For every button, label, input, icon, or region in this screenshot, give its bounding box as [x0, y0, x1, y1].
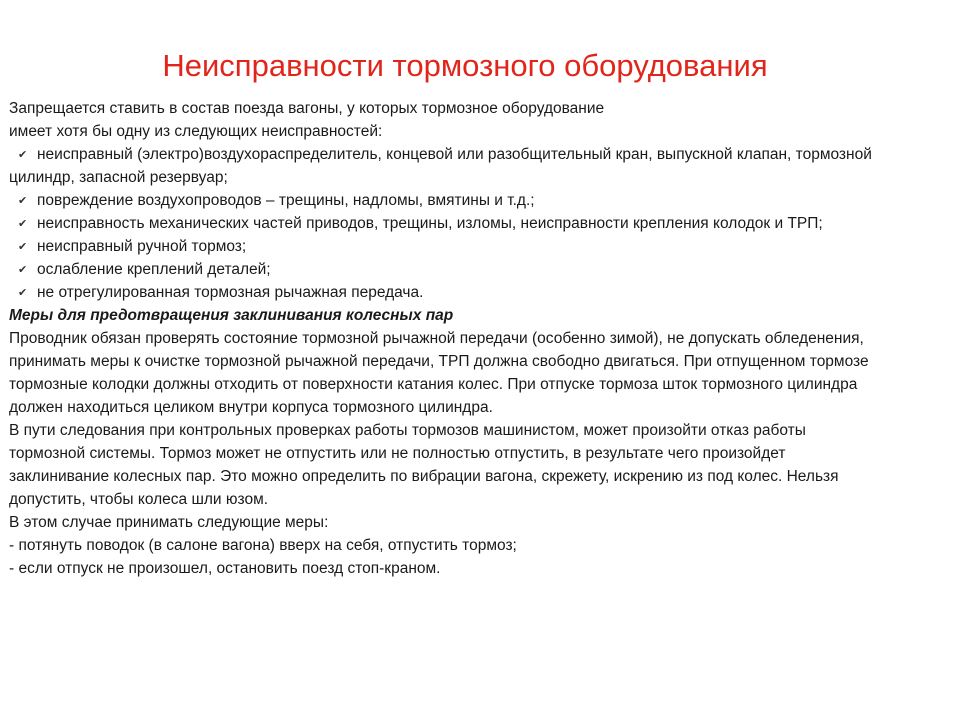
- measures-paragraph: [9, 327, 960, 580]
- fault-item: [9, 235, 960, 258]
- intro-line: Запрещается ставить в состав поезда вагоны, у которых тормозное оборудование: [9, 100, 605, 117]
- slide-title: Неисправности тормозного оборудования: [162, 48, 768, 83]
- fault-item-text: неисправный (электро)воздухораспределитель, концевой или разобщительный кран, выпускной клапан, тормозной: [37, 146, 872, 163]
- paragraph-line: - потянуть поводок (в салоне вагона) вверх на себя, отпустить тормоз;: [9, 537, 517, 554]
- checkmark-icon: ✔: [18, 241, 28, 253]
- paragraph-line: Проводник обязан проверять состояние тормозной рычажной передачи (особенно зимой), не допускать обледенения,: [9, 330, 864, 347]
- slide-content: [9, 97, 960, 580]
- checkmark-icon: ✔: [18, 149, 28, 161]
- section-subheading: Меры для предотвращения заклинивания колесных пар: [9, 307, 454, 324]
- paragraph-line: допустить, чтобы колеса шли юзом.: [9, 491, 269, 508]
- fault-item-text: ослабление креплений деталей;: [37, 261, 271, 278]
- checkmark-icon: ✔: [18, 287, 28, 299]
- paragraph-line: тормозные колодки должны отходить от поверхности катания колес. При отпуске тормоза шток тормозного цилиндра: [9, 376, 858, 393]
- fault-item: [9, 212, 960, 235]
- checkmark-icon: ✔: [18, 218, 28, 230]
- fault-list: [9, 143, 960, 304]
- fault-item-text: неисправный ручной тормоз;: [37, 238, 247, 255]
- fault-item-text: не отрегулированная тормозная рычажная передача.: [37, 284, 424, 301]
- intro-line: имеет хотя бы одну из следующих неисправностей:: [9, 123, 383, 140]
- fault-item-text: неисправность механических частей приводов, трещины, изломы, неисправности крепления колодок и ТРП;: [37, 215, 823, 232]
- paragraph-line: В пути следования при контрольных проверках работы тормозов машинистом, может произойти отказ работы: [9, 422, 806, 439]
- paragraph-line: принимать меры к очистке тормозной рычажной передачи, ТРП должна свободно двигаться. При отпущенном тормозе: [9, 353, 869, 370]
- fault-item-text: повреждение воздухопроводов – трещины, надломы, вмятины и т.д.;: [37, 192, 535, 209]
- fault-item: [9, 143, 960, 166]
- fault-item: [9, 281, 960, 304]
- paragraph-line: должен находиться целиком внутри корпуса тормозного цилиндра.: [9, 399, 493, 416]
- checkmark-icon: ✔: [18, 195, 28, 207]
- paragraph-line: тормозной системы. Тормоз может не отпустить или не полностью отпустить, в результате чего произойдет: [9, 445, 786, 462]
- fault-item: [9, 189, 960, 212]
- paragraph-line: В этом случае принимать следующие меры:: [9, 514, 329, 531]
- fault-item-continuation: цилиндр, запасной резервуар;: [9, 169, 228, 186]
- fault-item: [9, 258, 960, 281]
- paragraph-line: - если отпуск не произошел, остановить поезд стоп-краном.: [9, 560, 441, 577]
- checkmark-icon: ✔: [18, 264, 28, 276]
- paragraph-line: заклинивание колесных пар. Это можно определить по вибрации вагона, скрежету, искрению из под колес. Нельзя: [9, 468, 839, 485]
